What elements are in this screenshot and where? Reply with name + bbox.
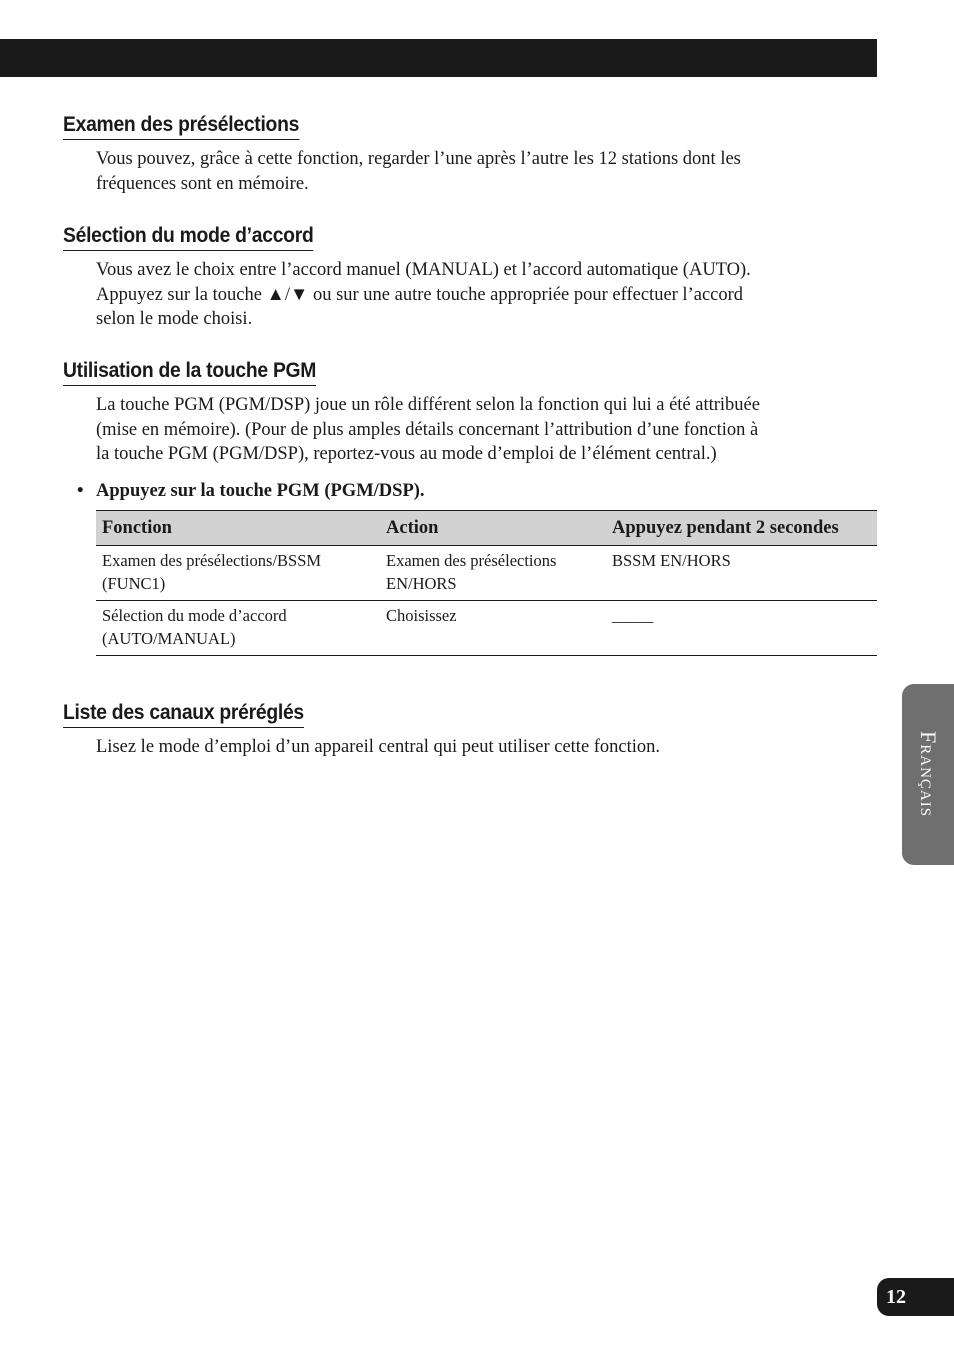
- header-hold: Appuyez pendant 2 secondes: [606, 511, 877, 546]
- cell-line: EN/HORS: [386, 574, 457, 593]
- header-bar: [0, 39, 877, 77]
- section-heading: Utilisation de la touche PGM: [63, 358, 316, 386]
- section-heading: Liste des canaux préréglés: [63, 700, 304, 728]
- cell-action: [380, 546, 606, 601]
- cell-line: Examen des présélections: [386, 551, 557, 570]
- body-line: La touche PGM (PGM/DSP) joue un rôle différent selon la fonction qui lui a été attribuée: [96, 395, 760, 415]
- cell-line: Examen des présélections/BSSM: [102, 551, 322, 570]
- cell-hold: [606, 546, 877, 601]
- section-body: [96, 393, 841, 467]
- section-examen-preselections: [63, 112, 843, 196]
- cell-line: BSSM EN/HORS: [612, 551, 731, 570]
- cell-line: Choisissez: [386, 606, 457, 625]
- table-header-row: [96, 511, 877, 546]
- cell-line: Sélection du mode d’accord: [102, 606, 287, 625]
- bullet-marker: •: [77, 481, 84, 501]
- body-line: fréquences sont en mémoire.: [96, 173, 309, 194]
- body-line: (mise en mémoire). (Pour de plus amples détails concernant l’attribution d’une fonction à: [96, 419, 759, 440]
- body-line: Vous pouvez, grâce à cette fonction, regarder l’une après l’autre les 12 stations dont les: [96, 149, 741, 169]
- page-number: 12: [886, 1286, 906, 1308]
- header-fonction: Fonction: [96, 511, 380, 546]
- table-row: [96, 546, 877, 601]
- language-tab-label: Français: [916, 731, 941, 818]
- cell-line: (AUTO/MANUAL): [102, 629, 236, 648]
- bullet-text: Appuyez sur la touche PGM (PGM/DSP).: [96, 481, 425, 501]
- table-row: [96, 601, 877, 656]
- section-liste-canaux: [63, 700, 843, 760]
- section-selection-mode-accord: [63, 223, 843, 332]
- section-body: [96, 147, 841, 196]
- body-line: Vous avez le choix entre l’accord manuel (MANUAL) et l’accord automatique (AUTO).: [96, 260, 751, 280]
- section-body: [96, 258, 841, 332]
- page-number-badge: [877, 1278, 954, 1316]
- bullet-instruction: [77, 479, 425, 503]
- section-heading: Examen des présélections: [63, 112, 299, 140]
- cell-hold: [606, 601, 877, 656]
- body-line: selon le mode choisi.: [96, 309, 253, 329]
- function-table: [96, 510, 877, 656]
- cell-fonction: [96, 546, 380, 601]
- section-body: [96, 735, 841, 760]
- language-tab: [902, 684, 954, 865]
- cell-line: _____: [612, 606, 654, 625]
- cell-action: [380, 601, 606, 656]
- section-heading: Sélection du mode d’accord: [63, 223, 313, 251]
- body-line: Lisez le mode d’emploi d’un appareil central qui peut utiliser cette fonction.: [96, 737, 661, 757]
- header-action: Action: [380, 511, 606, 546]
- cell-fonction: [96, 601, 380, 656]
- cell-line: (FUNC1): [102, 574, 166, 593]
- body-line: la touche PGM (PGM/DSP), reportez-vous au mode d’emploi de l’élément central.): [96, 444, 717, 464]
- body-line: Appuyez sur la touche ▲/▼ ou sur une autre touche appropriée pour effectuer l’accord: [96, 284, 744, 305]
- section-utilisation-touche-pgm: [63, 358, 843, 467]
